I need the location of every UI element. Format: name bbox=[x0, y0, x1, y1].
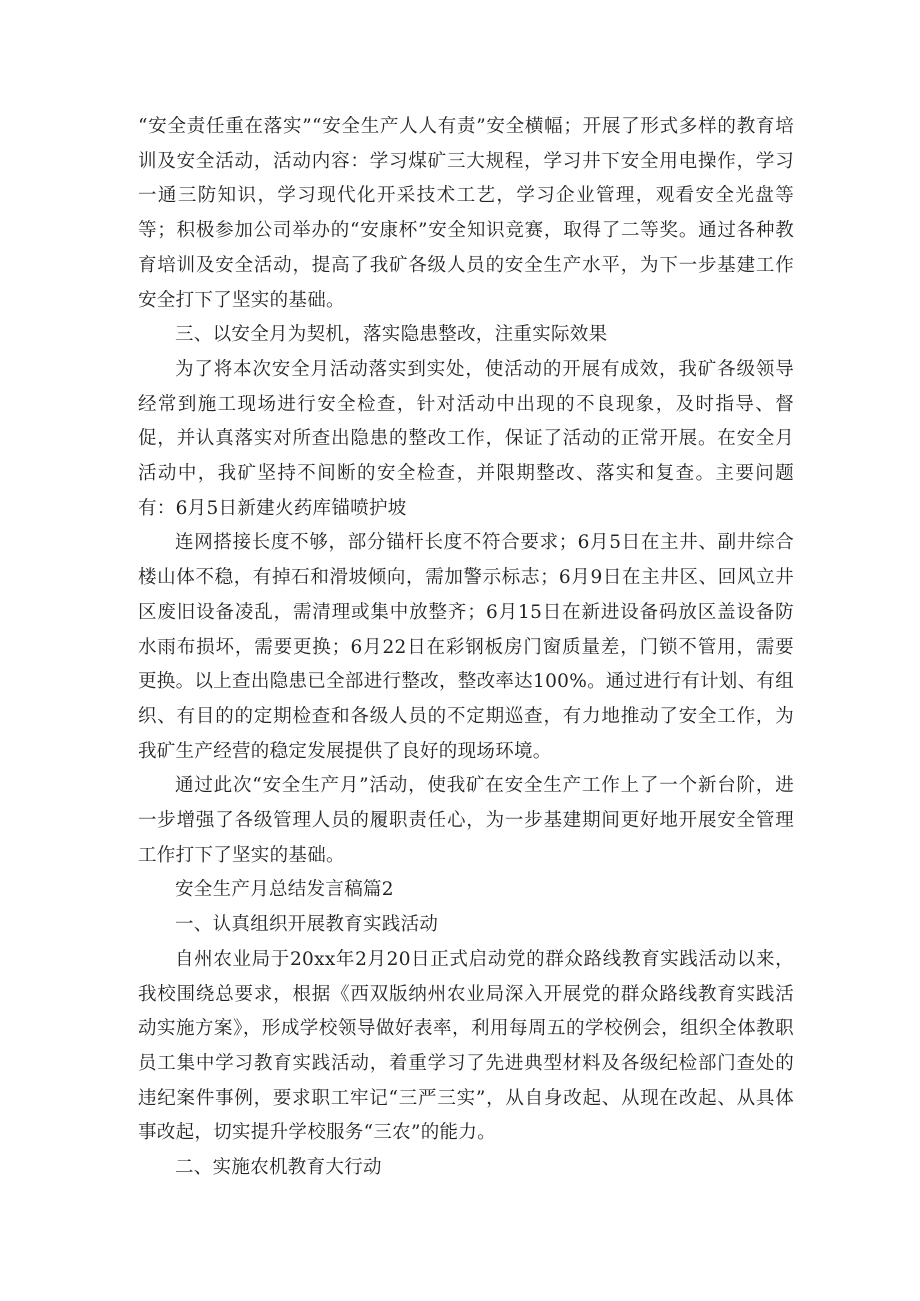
section-heading-2: 二、实施农机教育大行动 bbox=[175, 1157, 382, 1179]
paragraph-hazard-list: 连网搭接长度不够，部分锚杆长度不符合要求；6月5日在主井、副井综合楼山体不稳，有掉石和滑坡倾向，需加警示标志；6月9日在主井区、回风立井区废旧设备凌乱，需清理或集中放整齐；6月15日在新进设备码放区盖设备防水雨布损坏，需要更换；6月22日在彩钢板房门窗质量差，门锁不管用，需要更换。以上查出隐患已全部进行整改，整改率达100%。通过进行有计划、有组织、有目的的定期检查和各级人员的不定期巡查，有力地推动了安全工作，为我矿生产经营的稳定发展提供了良好的现场环境。 bbox=[138, 532, 794, 762]
paragraph-safety-training: “安全责任重在落实”“安全生产人人有责”安全横幅；开展了形式多样的教育培训及安全活动，活动内容：学习煤矿三大规程，学习井下安全用电操作，学习一通三防知识，学习现代化开采技术工艺，学习企业管理，观看安全光盘等等；积极参加公司举办的“安康杯”安全知识竞赛，取得了二等奖。通过各种教育培训及安全活动，提高了我矿各级人员的安全生产水平，为下一步基建工作安全打下了坚实的基础。 bbox=[138, 116, 794, 311]
section-heading-3: 三、以安全月为契机，落实隐患整改，注重实际效果 bbox=[175, 324, 608, 346]
section-heading-1: 一、认真组织开展教育实践活动 bbox=[175, 914, 439, 936]
paragraph-conclusion: 通过此次“安全生产月”活动，使我矿在安全生产工作上了一个新台阶，进一步增强了各级管理人员的履职责任心，为一步基建期间更好地开展安全管理工作打下了坚实的基础。 bbox=[138, 775, 794, 866]
paragraph-education-practice: 自州农业局于20xx年2月20日正式启动党的群众路线教育实践活动以来，我校围绕总要求，根据《西双版纳州农业局深入开展党的群众路线教育实践活动实施方案》，形成学校领导做好表率，利用每周五的学校例会，组织全体教职员工集中学习教育实践活动，着重学习了先进典型材料及各级纪检部门查处的违纪案件事例，要求职工牢记“三严三实”，从自身改起、从现在改起、从具体事改起，切实提升学校服务“三农”的能力。 bbox=[138, 948, 794, 1144]
article-title-part-2: 安全生产月总结发言稿篇2 bbox=[175, 879, 394, 901]
paragraph-inspection: 为了将本次安全月活动落实到实处，使活动的开展有成效，我矿各级领导经常到施工现场进行安全检查，针对活动中出现的不良现象，及时指导、督促，并认真落实对所查出隐患的整改工作，保证了活动的正常开展。在安全月活动中，我矿坚持不间断的安全检查，并限期整改、落实和复查。主要问题有：6月5日新建火药库锚喷护坡 bbox=[138, 358, 794, 519]
document-body bbox=[138, 110, 794, 1186]
